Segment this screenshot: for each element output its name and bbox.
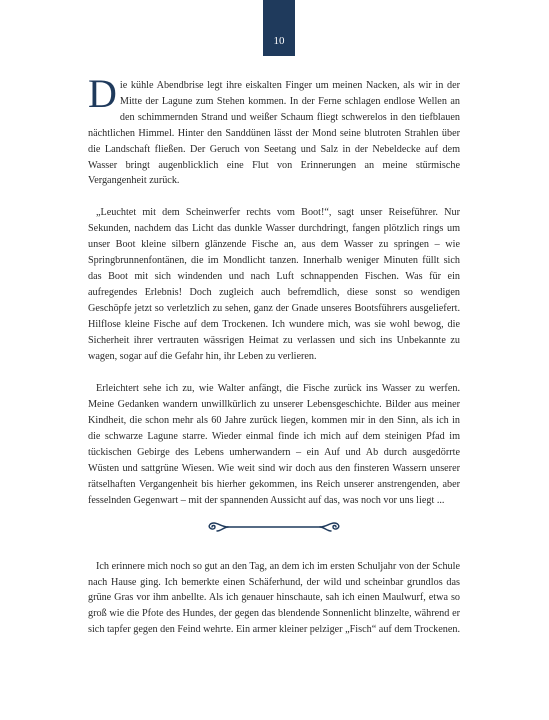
paragraph-1-text: ie kühle Abendbrise legt ihre eiskalten Finger um meinen Nacken, als wir in der Mitte der Lagune zum Stehen kommen. In der Ferne schlagen endlose Wellen an den schimmernden Strand und weißer Schaum fliegt schwerelos in den tiefblauen nächtlichen Himmel. Hinter den Sanddünen lässt der Mond seine blutroten Strahlen über die Landschaft fließen. Der Geruch von Seetang und Salz in der Nebeldecke auf dem Wasser bringt augenblicklich eine Flut von Erinnerungen an meine stürmische Vergangenheit zurück. [88, 80, 460, 187]
drop-cap: D [88, 71, 117, 116]
page-number: 10 [273, 35, 285, 47]
paragraph-3: Erleichtert sehe ich zu, wie Walter anfängt, die Fische zurück ins Wasser zu werfen. Meine Gedanken wandern unwillkürlich zu unserer Lebensgeschichte. Bilder aus meiner Kindheit, die schon mehr als 60 Jahre zurück liegen, kommen mir in den Sinn, als ich in die schwarze Lagune starre. Wieder einmal finde ich mich auf dem steinigen Pfad im tückischen Gebirge des Lebens umherwandern – ein Auf und Ab durch ausgedörrte Wüsten und sattgrüne Wiesen. Wie weit sind wir doch aus den finsteren Wassern unserer rätselhaften Vergangenheit bis hierher gekommen, ins Reich unserer anstrengenden, aber fesselnden Gegenwart – mit der spannenden Aussicht auf das, was noch vor uns liegt ... [88, 383, 460, 506]
paragraph-1 [88, 71, 460, 189]
page-number-tab [263, 0, 295, 56]
ornamental-divider-icon [88, 520, 460, 534]
paragraph-4: Ich erinnere mich noch so gut an den Tag, an dem ich im ersten Schuljahr von der Schule nach Hause ging. Ich bemerkte einen Schäferhund, der wild und scheinbar grundlos das grüne Gras vor ihm anbellte. Als ich genauer hinschaute, sah ich einen Maulwurf, etwa so groß wie die Pfote des Hundes, der gegen das blendende Sonnenlicht blinzelte, während er sich tapfer gegen den Feind wehrte. Ein armer kleiner pelziger „Fisch“ auf dem Trockenen. [88, 560, 460, 636]
paragraph-2: „Leuchtet mit dem Scheinwerfer rechts vom Boot!“, sagt unser Reiseführer. Nur Sekunden, nachdem das Licht das dunkle Wasser durchdringt, fangen plötzlich rings um unser Boot kleine silbern glänzende Fische an, aus dem Wasser zu springen – wie Springbrunnenfontänen, die im Mondlicht tanzen. Innerhalb weniger Minuten füllt sich das Boot mit sich windenden und nach Luft schnappenden Fischen. Was für ein aufregendes Erlebnis! Doch zugleich auch befremdlich, diese sonst so wendigen Geschöpfe jetzt so verletzlich zu sehen, ganz der Gnade unseres Bootsführers ausgeliefert. Hilflose kleine Fische auf dem Trockenen. Ich wundere mich, was sie wohl bewog, die Sicherheit ihrer vertrauten wässrigen Heimat zu verlassen und sich ins Unbekannte zu wagen, sogar auf die Gefahr hin, ihr Leben zu verlieren. [88, 207, 460, 362]
book-page-body [88, 71, 460, 638]
